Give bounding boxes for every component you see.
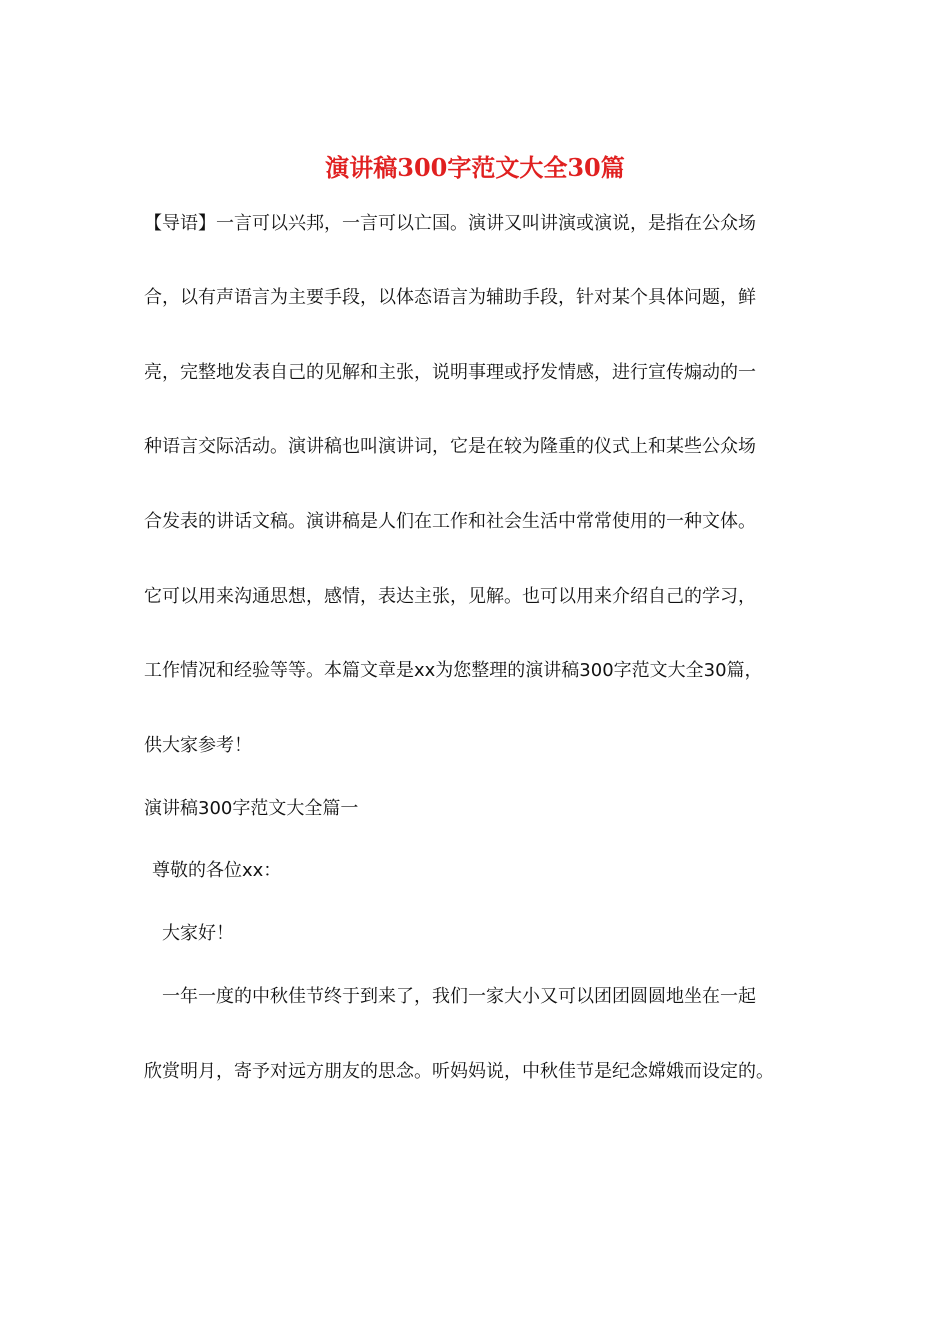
intro-line: 【导语】一言可以兴邦，一言可以亡国。演讲又叫讲演或演说，是指在公众场 — [144, 213, 756, 234]
intro-line: 种语言交际活动。演讲稿也叫演讲词，它是在较为隆重的仪式上和某些公众场 — [144, 436, 756, 457]
body-line: 一年一度的中秋佳节终于到来了，我们一家大小又可以团团圆圆地坐在一起 — [162, 986, 756, 1007]
intro-line: 合发表的讲话文稿。演讲稿是人们在工作和社会生活中常常使用的一种文体。 — [144, 511, 756, 532]
intro-line: 工作情况和经验等等。本篇文章是xx为您整理的演讲稿300字范文大全30篇， — [144, 660, 763, 681]
intro-line: 它可以用来沟通思想，感情，表达主张，见解。也可以用来介绍自己的学习， — [144, 586, 756, 607]
section-heading: 演讲稿300字范文大全篇一 — [144, 798, 359, 819]
document-title: 演讲稿300字范文大全30篇 — [325, 153, 625, 182]
body-line: 欣赏明月，寄予对远方朋友的思念。听妈妈说，中秋佳节是纪念嫦娥而设定的。 — [144, 1061, 774, 1082]
salutation: 尊敬的各位xx： — [152, 860, 282, 881]
greeting: 大家好！ — [162, 923, 234, 944]
intro-line: 供大家参考！ — [144, 735, 252, 756]
intro-line: 合，以有声语言为主要手段，以体态语言为辅助手段，针对某个具体问题，鲜 — [144, 287, 756, 308]
intro-line: 亮，完整地发表自己的见解和主张，说明事理或抒发情感，进行宣传煽动的一 — [144, 362, 756, 383]
